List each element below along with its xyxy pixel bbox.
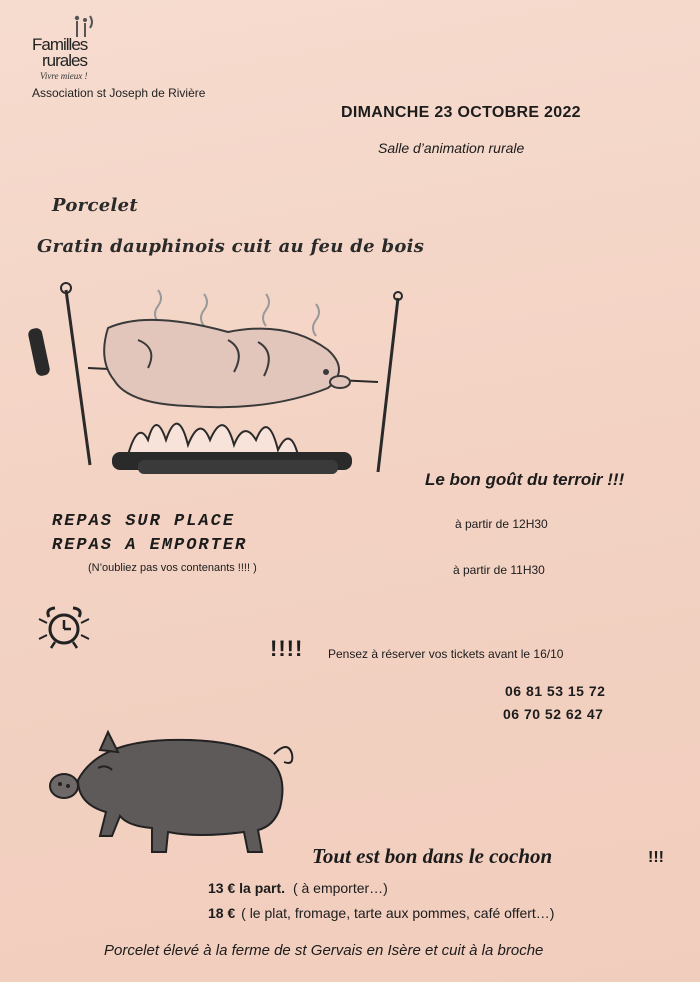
footer-note: Porcelet élevé à la ferme de st Gervais en Isère et cuit à la broche — [104, 942, 544, 959]
menu-item-gratin: Gratin dauphinois cuit au feu de bois — [37, 236, 425, 257]
cochon-slogan: Tout est bon dans le cochon — [312, 844, 553, 868]
alarm-clock-icon — [35, 605, 93, 650]
price-line-1 — [208, 880, 388, 896]
logo-line1: Familles — [32, 35, 88, 54]
repas-sur-place: REPAS SUR PLACE — [52, 512, 236, 531]
phone-number-2: 06 70 52 62 47 — [503, 706, 604, 722]
repas-a-emporter: REPAS A EMPORTER — [52, 536, 248, 555]
on-site-time: à partir de 12H30 — [455, 517, 548, 531]
price-1-note: ( à emporter…) — [292, 880, 388, 896]
takeaway-time: à partir de 11H30 — [453, 563, 545, 577]
association-name: Association st Joseph de Rivière — [32, 86, 206, 100]
price-2: 18 € — [208, 905, 236, 921]
cochon-exclaim: !!! — [648, 849, 664, 866]
containers-note: (N’oubliez pas vos contenants !!!! ) — [88, 562, 257, 574]
pig-illustration — [48, 728, 300, 858]
price-1: 13 € la part. — [208, 880, 286, 896]
logo-line2: rurales — [42, 51, 87, 70]
price-line-2 — [208, 905, 554, 921]
event-date: DIMANCHE 23 OCTOBRE 2022 — [341, 104, 581, 121]
reservation-text: Pensez à réserver vos tickets avant le 16/10 — [328, 647, 564, 661]
price-2-note: ( le plat, fromage, tarte aux pommes, café offert…) — [241, 905, 555, 921]
menu-item-porcelet: Porcelet — [52, 195, 138, 216]
slogan-text: Le bon goût du terroir !!! — [425, 470, 625, 489]
logo-tagline: Vivre mieux ! — [40, 71, 88, 81]
spit-roast-pig-illustration — [28, 280, 413, 480]
reservation-exclamation: !!!! — [270, 636, 304, 661]
event-venue: Salle d’animation rurale — [378, 140, 525, 156]
phone-number-1: 06 81 53 15 72 — [505, 683, 606, 699]
